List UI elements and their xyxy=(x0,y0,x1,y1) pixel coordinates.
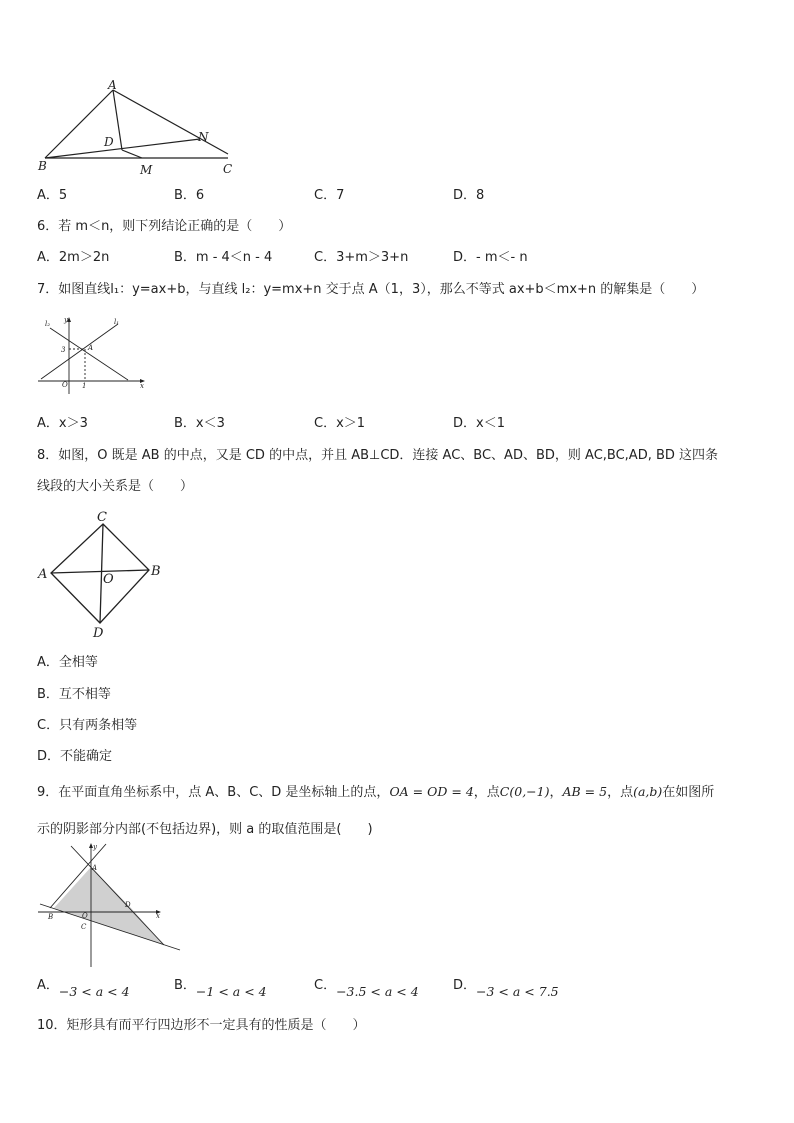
q5-label-D: D xyxy=(104,135,114,149)
q7-option-d[interactable]: D．x＜1 xyxy=(453,416,505,431)
q9-math-c-point: C(0,−1) xyxy=(499,784,550,799)
q6-option-b[interactable]: B．m - 4＜n - 4 xyxy=(174,250,273,265)
q9-stem-line1 xyxy=(37,783,714,802)
q9-stem-part3: ， xyxy=(549,785,563,800)
q7-label-A: A xyxy=(88,344,94,352)
q8-label-D: D xyxy=(93,626,104,641)
q9-option-b[interactable] xyxy=(174,979,267,998)
q9-option-d-math: −3 < a < 7.5 xyxy=(476,984,559,999)
q6-stem: 6．若 m＜n，则下列结论正确的是（ ） xyxy=(37,219,292,234)
q5-option-a[interactable]: A．5 xyxy=(37,188,68,203)
q7-stem: 7．如图直线l₁：y=ax+b，与直线 l₂：y=mx+n 交于点 A（1，3），那么不等式 ax+b＜mx+n 的解集是（ ） xyxy=(37,282,705,297)
q7-lines-graph xyxy=(36,314,151,396)
q9-option-a-math: −3 < a < 4 xyxy=(58,984,130,999)
q7-label-O: O xyxy=(62,381,68,389)
q5-label-C: C xyxy=(223,162,233,176)
q9-option-a[interactable] xyxy=(37,979,130,998)
q7-option-b[interactable]: B．x＜3 xyxy=(174,416,225,431)
q9-label-B: B xyxy=(48,913,54,921)
q9-option-d-label: D． xyxy=(453,978,477,993)
q8-option-c[interactable]: C．只有两条相等 xyxy=(37,718,138,733)
q6-option-c[interactable]: C．3+m＞3+n xyxy=(314,250,409,265)
q7-label-x: x xyxy=(140,382,144,390)
q7-option-c[interactable]: C．x＞1 xyxy=(314,416,366,431)
q9-label-x: x xyxy=(156,912,160,920)
q9-label-D: D xyxy=(125,901,131,909)
q7-label-1: 1 xyxy=(82,382,87,390)
q9-option-c[interactable] xyxy=(314,979,419,998)
q9-stem-part2: ，点 xyxy=(473,785,500,800)
q9-stem-part5: 在如图所 xyxy=(662,785,715,800)
q7-label-l1: l₁ xyxy=(114,318,120,326)
q9-stem-line2: 示的阴影部分内部(不包括边界)，则 a 的取值范围是( ) xyxy=(37,822,373,837)
q9-option-c-label: C． xyxy=(314,978,337,993)
q5-option-c[interactable]: C．7 xyxy=(314,188,345,203)
q6-option-d[interactable]: D．- m＜- n xyxy=(453,250,528,265)
q6-option-a[interactable]: A．2m＞2n xyxy=(37,250,110,265)
q10-stem: 10．矩形具有而平行四边形不一定具有的性质是（ ） xyxy=(37,1018,366,1033)
q5-label-N: N xyxy=(198,130,209,144)
q8-label-A: A xyxy=(38,567,48,582)
q9-option-a-label: A． xyxy=(37,978,59,993)
q8-label-O: O xyxy=(103,572,114,587)
q9-option-c-math: −3.5 < a < 4 xyxy=(336,984,419,999)
q5-label-M: M xyxy=(140,163,153,177)
q9-label-y: y xyxy=(93,843,97,851)
q5-triangle-figure xyxy=(30,78,250,178)
q8-option-a[interactable]: A．全相等 xyxy=(37,655,98,670)
q9-label-C: C xyxy=(81,923,87,931)
q7-option-a[interactable]: A．x＞3 xyxy=(37,416,88,431)
q9-stem-part1: 9．在平面直角坐标系中，点 A、B、C、D 是坐标轴上的点， xyxy=(37,785,390,800)
q8-stem-line2: 线段的大小关系是（ ） xyxy=(37,479,194,494)
q5-option-d[interactable]: D．8 xyxy=(453,188,485,203)
q9-math-ab: AB = 5 xyxy=(562,784,608,799)
q8-option-d[interactable]: D．不能确定 xyxy=(37,749,113,764)
q7-label-3: 3 xyxy=(61,346,66,354)
q9-option-d[interactable] xyxy=(453,979,559,998)
q9-option-b-label: B． xyxy=(174,978,196,993)
q9-label-A: A xyxy=(92,864,98,872)
q8-rhombus-figure xyxy=(36,510,166,644)
q5-label-B: B xyxy=(38,159,47,173)
q8-label-B: B xyxy=(151,564,161,579)
q7-label-l2: l₂ xyxy=(45,320,51,328)
q5-label-A: A xyxy=(108,78,117,92)
q8-label-C: C xyxy=(97,510,107,525)
q8-stem-line1: 8．如图，O 既是 AB 的中点，又是 CD 的中点，并且 AB⊥CD．连接 AC、BC、AD、BD，则 AC,BC,AD, BD 这四条 xyxy=(37,448,719,463)
q9-math-ab-point: (a,b) xyxy=(633,784,663,799)
q9-math-oa-od: OA = OD = 4 xyxy=(389,784,474,799)
q9-label-O: O xyxy=(82,912,88,920)
q9-shaded-region-graph xyxy=(36,842,186,970)
q8-option-b[interactable]: B．互不相等 xyxy=(37,687,111,702)
q7-label-y: y xyxy=(64,316,68,324)
q5-option-b[interactable]: B．6 xyxy=(174,188,205,203)
q9-stem-part4: ，点 xyxy=(607,785,634,800)
q9-option-b-math: −1 < a < 4 xyxy=(195,984,267,999)
